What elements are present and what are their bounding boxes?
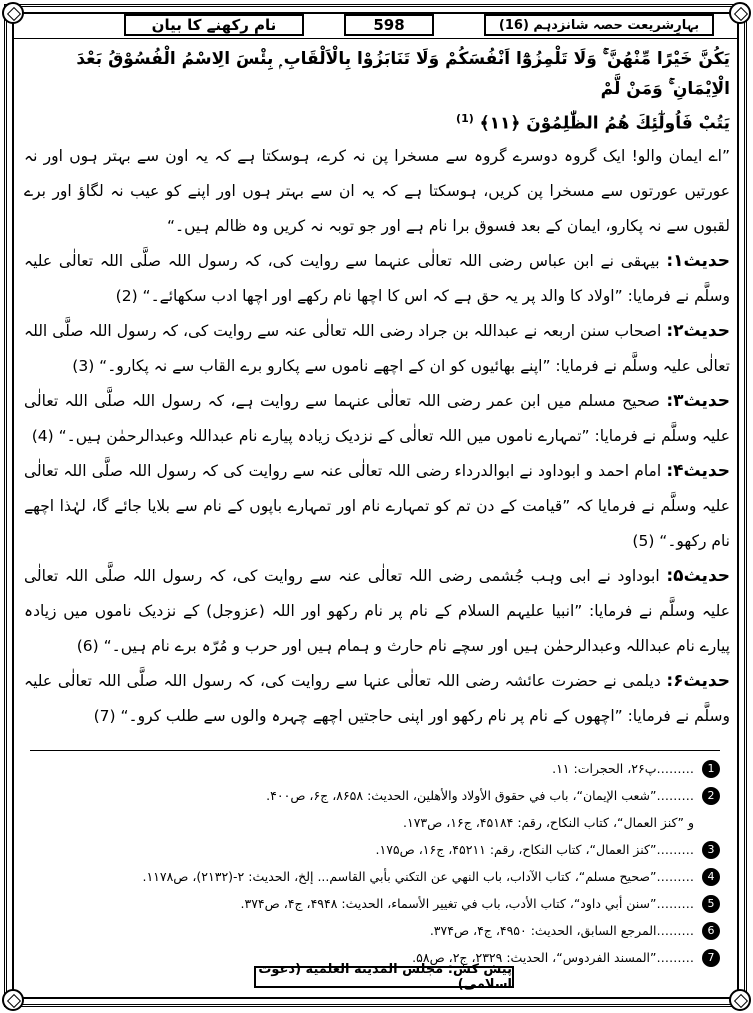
hadith-text: دیلمی نے حضرت عائشہ رضی اللہ تعالٰی عنہا سے روایت کی، کہ رسول اللہ صلَّی اللہ تعالٰی علیہ وسلَّم نے فرمایا: ”اچھوں کے نام پر نام رکھو اور اپنی حاجتیں اچھے چہرہ والوں سے طلب کرو۔“ (7)	[24, 671, 730, 725]
footnote-text: ………”شعب الإيمان“، باب في حقوق الأولاد والأهلين، الحديث: ۸۶۵۸، ج۶، ص۴۰۰.	[266, 788, 694, 803]
footnote-number	[702, 814, 720, 832]
page-header	[14, 14, 737, 36]
verse-line-2: يَتُبْ فَاُولٰٓئِكَ هُمُ الظّٰلِمُوْنَ ﴿۱۱﴾	[479, 113, 730, 134]
footnote-number: 4	[702, 868, 720, 886]
corner-ornament-icon	[2, 989, 24, 1011]
footnote-item	[30, 890, 720, 917]
hadith-2	[24, 314, 730, 384]
hadith-text: ابوداود نے ابی وہب جُشمی رضی اللہ تعالٰی عنہ سے روایت کی، کہ رسول اللہ صلَّی اللہ تعالٰی علیہ وسلَّم نے فرمایا: ”انبیا علیہم السلام کے نام پر نام رکھو اور اللہ (عزوجل) کے نزدیک ناموں میں زیادہ پیارے نام عبداللہ وعبدالرحمٰن ہیں اور سچے نام حارث و ہمام ہیں اور حرب و مُرّہ برے نام ہیں۔“ (6)	[24, 566, 730, 655]
hadith-text: امام احمد و ابوداود نے ابوالدرداء رضی اللہ تعالٰی عنہ سے روایت کی کہ رسول اللہ صلَّی اللہ تعالٰی علیہ وسلَّم نے فرمایا کہ ”قیامت کے دن تم کو تمہارے نام اور تمہارے باپوں کے نام سے بلایا جائے گا، لہٰذا اچھے نام رکھو۔“ (5)	[24, 461, 730, 550]
page-number: 598	[344, 14, 434, 36]
footnote-number: 2	[702, 787, 720, 805]
hadith-text: صحیح مسلم میں ابن عمر رضی اللہ تعالٰی عنہما سے روایت ہے، کہ رسول اللہ صلَّی اللہ تعالٰی علیہ وسلَّم نے فرمایا: ”تمہارے ناموں میں اللہ تعالٰی کے نزدیک زیادہ پیارے نام عبداللہ وعبدالرحمٰن ہیں۔“ (4)	[24, 391, 730, 445]
footnote-text: ………المرجع السابق، الحديث: ۴۹۵۰، ج۴، ص۳۷۴.	[429, 923, 694, 938]
footnote-number: 7	[702, 949, 720, 967]
book-title: بہارِشریعت حصہ شانزدہم (16)	[484, 14, 714, 36]
hadith-label: حدیث۲:	[666, 320, 730, 341]
hadith-4	[24, 454, 730, 559]
verse-translation: ”اے ایمان والو! ایک گروہ دوسرے گروہ سے مسخرا پن نہ کرے، ہوسکتا ہے کہ یہ اون سے بہتر ہوں اور نہ عورتیں عورتوں سے مسخرا پن کریں، ہوسکتا ہے کہ یہ ان سے بہتر ہوں اور اپنے کو عیب نہ لگاؤ اور برے لقبوں سے نہ پکارو، ایمان کے بعد فسوق برا نام ہے اور جو توبہ نہ کریں وہ ظالم ہیں۔“	[24, 146, 730, 235]
hadith-3	[24, 384, 730, 454]
footnote-item	[30, 863, 720, 890]
verse-footnote-ref: (1)	[456, 112, 474, 125]
hadith-1	[24, 244, 730, 314]
chapter-title: نام رکھنے کا بیان	[124, 14, 304, 36]
footnote-number: 6	[702, 922, 720, 940]
footnote-text: ………پ۲۶، الحجرات: ۱۱.	[552, 761, 694, 776]
verse-line-1: يَكُنَّ خَيْرًا مِّنْهُنَّ ۚ وَلَا تَلْمِزُوْٓا اَنْفُسَكُمْ وَلَا تَنَابَزُوْا بِالْاَلْقَابِ ۭ بِئْسَ الِاسْمُ الْفُسُوْقُ بَعْدَ الْاِيْمَانِ ۚ وَمَنْ لَّمْ	[76, 49, 730, 99]
footnote-item	[30, 755, 720, 782]
hadith-text: اصحاب سنن اربعہ نے عبداللہ بن جراد رضی اللہ تعالٰی عنہ سے روایت کی، کہ رسول اللہ صلَّی اللہ تعالٰی علیہ وسلَّم نے فرمایا: ”اپنے بھائیوں کو ان کے اچھے ناموں سے پکارو برے القاب سے نہ پکارو۔“ (3)	[24, 321, 730, 375]
footnotes	[30, 750, 720, 971]
hadith-5	[24, 559, 730, 664]
footnote-item	[30, 809, 720, 836]
hadith-label: حدیث۳:	[666, 390, 730, 411]
hadith-label: حدیث۱:	[666, 250, 730, 271]
hadith-6	[24, 664, 730, 734]
main-text	[24, 44, 730, 734]
hadith-label: حدیث۴:	[666, 460, 730, 481]
hadith-text: بیہقی نے ابن عباس رضی اللہ تعالٰی عنہما سے روایت کی، کہ رسول اللہ صلَّی اللہ تعالٰی علیہ وسلَّم نے فرمایا: ”اولاد کا والد پر یہ حق ہے کہ اس کا اچھا نام رکھے اور اچھا ادب سکھائے۔“ (2)	[24, 251, 730, 305]
footnote-text: ………”المسند الفردوس“، الحديث: ۲۳۲۹، ج۲، ص۵۸.	[412, 950, 694, 965]
quran-verse	[24, 44, 730, 139]
footnote-item	[30, 782, 720, 809]
publisher-credit: پیش کش: مجلس المدينة العلمية (دعوت اسلامی)	[254, 966, 514, 988]
footnote-text: و ”كنز العمال“، كتاب النكاح، رقم: ۴۵۱۸۴، ج۱۶، ص۱۷۳.	[403, 815, 694, 830]
corner-ornament-icon	[729, 989, 751, 1011]
footnote-number: 1	[702, 760, 720, 778]
header-divider	[14, 38, 737, 39]
footnote-number: 3	[702, 841, 720, 859]
footnote-number: 5	[702, 895, 720, 913]
footnote-text: ………”سنن أبي داود“، كتاب الأدب، باب في تغيير الأسماء، الحديث: ۴۹۴۸، ج۴، ص۳۷۴.	[240, 896, 694, 911]
footnote-item	[30, 917, 720, 944]
footnote-item	[30, 836, 720, 863]
hadith-label: حدیث۶:	[666, 670, 730, 691]
footnote-text: ………”صحيح مسلم“، كتاب الآداب، باب النهي عن التكني بأبي القاسم... إلخ، الحديث: ۲-(۲۱۳۲)، ص۱۱۷۸.	[142, 869, 694, 884]
hadith-label: حدیث۵:	[666, 565, 731, 586]
footnote-text: ………”كنز العمال“، كتاب النكاح، رقم: ۴۵۲۱۱، ج۱۶، ص۱۷۵.	[375, 842, 694, 857]
